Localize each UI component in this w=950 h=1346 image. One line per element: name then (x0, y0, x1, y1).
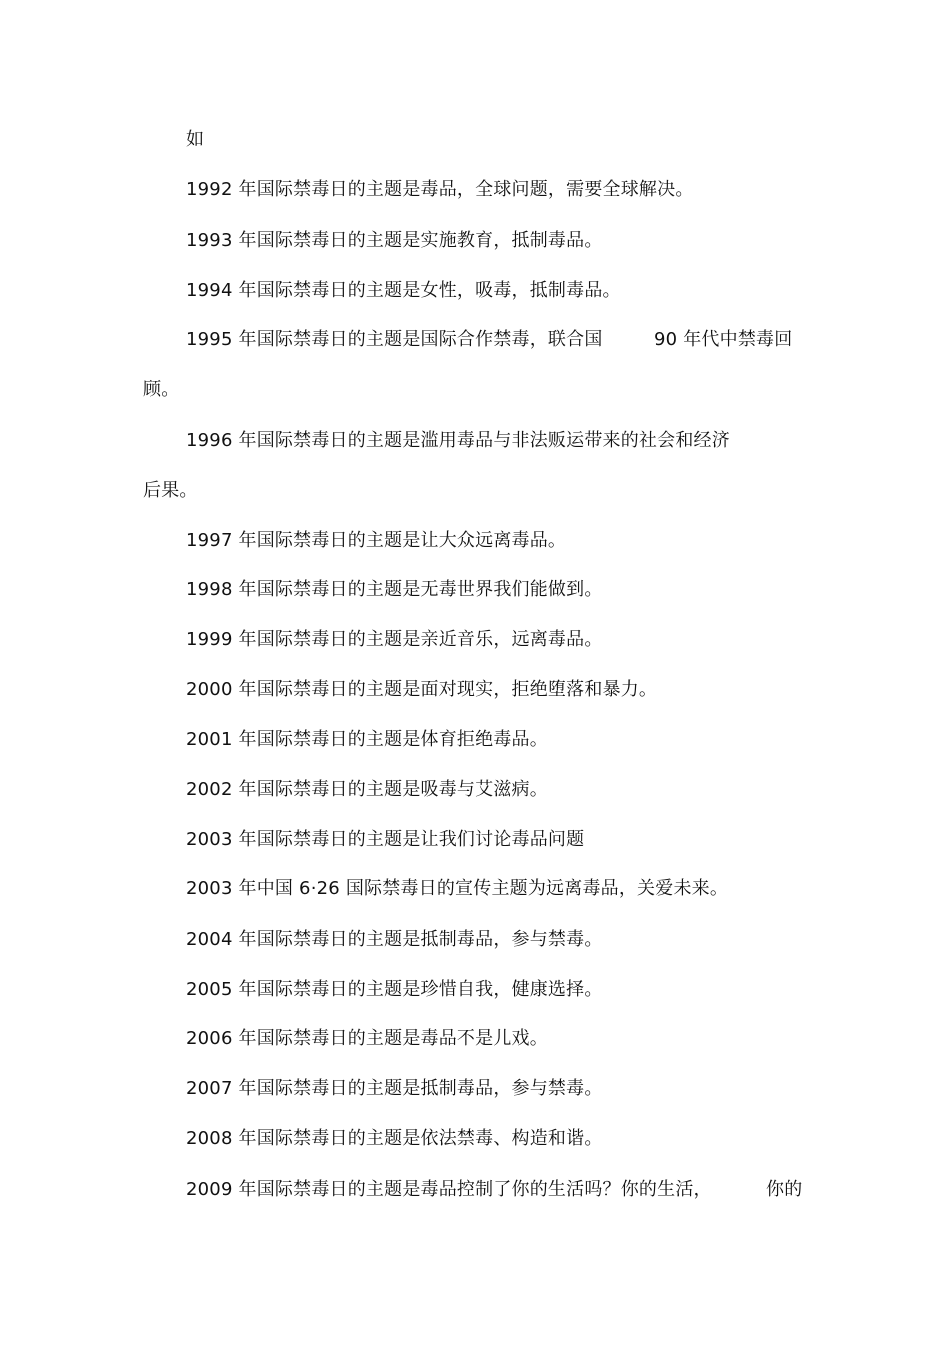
text-line-2006: 2006 年国际禁毒日的主题是毒品不是儿戏。 (186, 1028, 548, 1049)
text-line-2007: 2007 年国际禁毒日的主题是抵制毒品，参与禁毒。 (186, 1078, 603, 1099)
text-line-intro: 如 (186, 129, 205, 150)
text-line-1998: 1998 年国际禁毒日的主题是无毒世界我们能做到。 (186, 579, 603, 600)
text-line-2001: 2001 年国际禁毒日的主题是体育拒绝毒品。 (186, 729, 548, 750)
text-line-1999: 1999 年国际禁毒日的主题是亲近音乐，远离毒品。 (186, 629, 603, 650)
text-line-1995-cont: 顾。 (143, 379, 180, 400)
text-line-1994: 1994 年国际禁毒日的主题是女性，吸毒，抵制毒品。 (186, 280, 621, 301)
text-line-1992: 1992 年国际禁毒日的主题是毒品，全球问题，需要全球解决。 (186, 179, 694, 200)
text-line-1995-tail: 90 年代中禁毒回 (654, 329, 793, 350)
text-line-2008: 2008 年国际禁毒日的主题是依法禁毒、构造和谐。 (186, 1128, 603, 1149)
text-line-1997: 1997 年国际禁毒日的主题是让大众远离毒品。 (186, 530, 567, 551)
text-line-2005: 2005 年国际禁毒日的主题是珍惜自我，健康选择。 (186, 979, 603, 1000)
text-line-2009-tail: 你的 (766, 1179, 803, 1200)
text-line-2003: 2003 年国际禁毒日的主题是让我们讨论毒品问题 (186, 829, 585, 850)
text-line-1995: 1995 年国际禁毒日的主题是国际合作禁毒，联合国 (186, 329, 603, 350)
text-line-1993: 1993 年国际禁毒日的主题是实施教育，抵制毒品。 (186, 230, 603, 251)
text-line-1996-cont: 后果。 (143, 480, 198, 501)
text-line-2002: 2002 年国际禁毒日的主题是吸毒与艾滋病。 (186, 779, 548, 800)
text-line-2004: 2004 年国际禁毒日的主题是抵制毒品，参与禁毒。 (186, 929, 603, 950)
text-line-2003-china: 2003 年中国 6·26 国际禁毒日的宣传主题为远离毒品，关爱未来。 (186, 878, 729, 899)
text-line-2009: 2009 年国际禁毒日的主题是毒品控制了你的生活吗？你的生活， (186, 1179, 712, 1200)
text-line-1996: 1996 年国际禁毒日的主题是滥用毒品与非法贩运带来的社会和经济 (186, 430, 730, 451)
text-line-2000: 2000 年国际禁毒日的主题是面对现实，拒绝堕落和暴力。 (186, 679, 658, 700)
